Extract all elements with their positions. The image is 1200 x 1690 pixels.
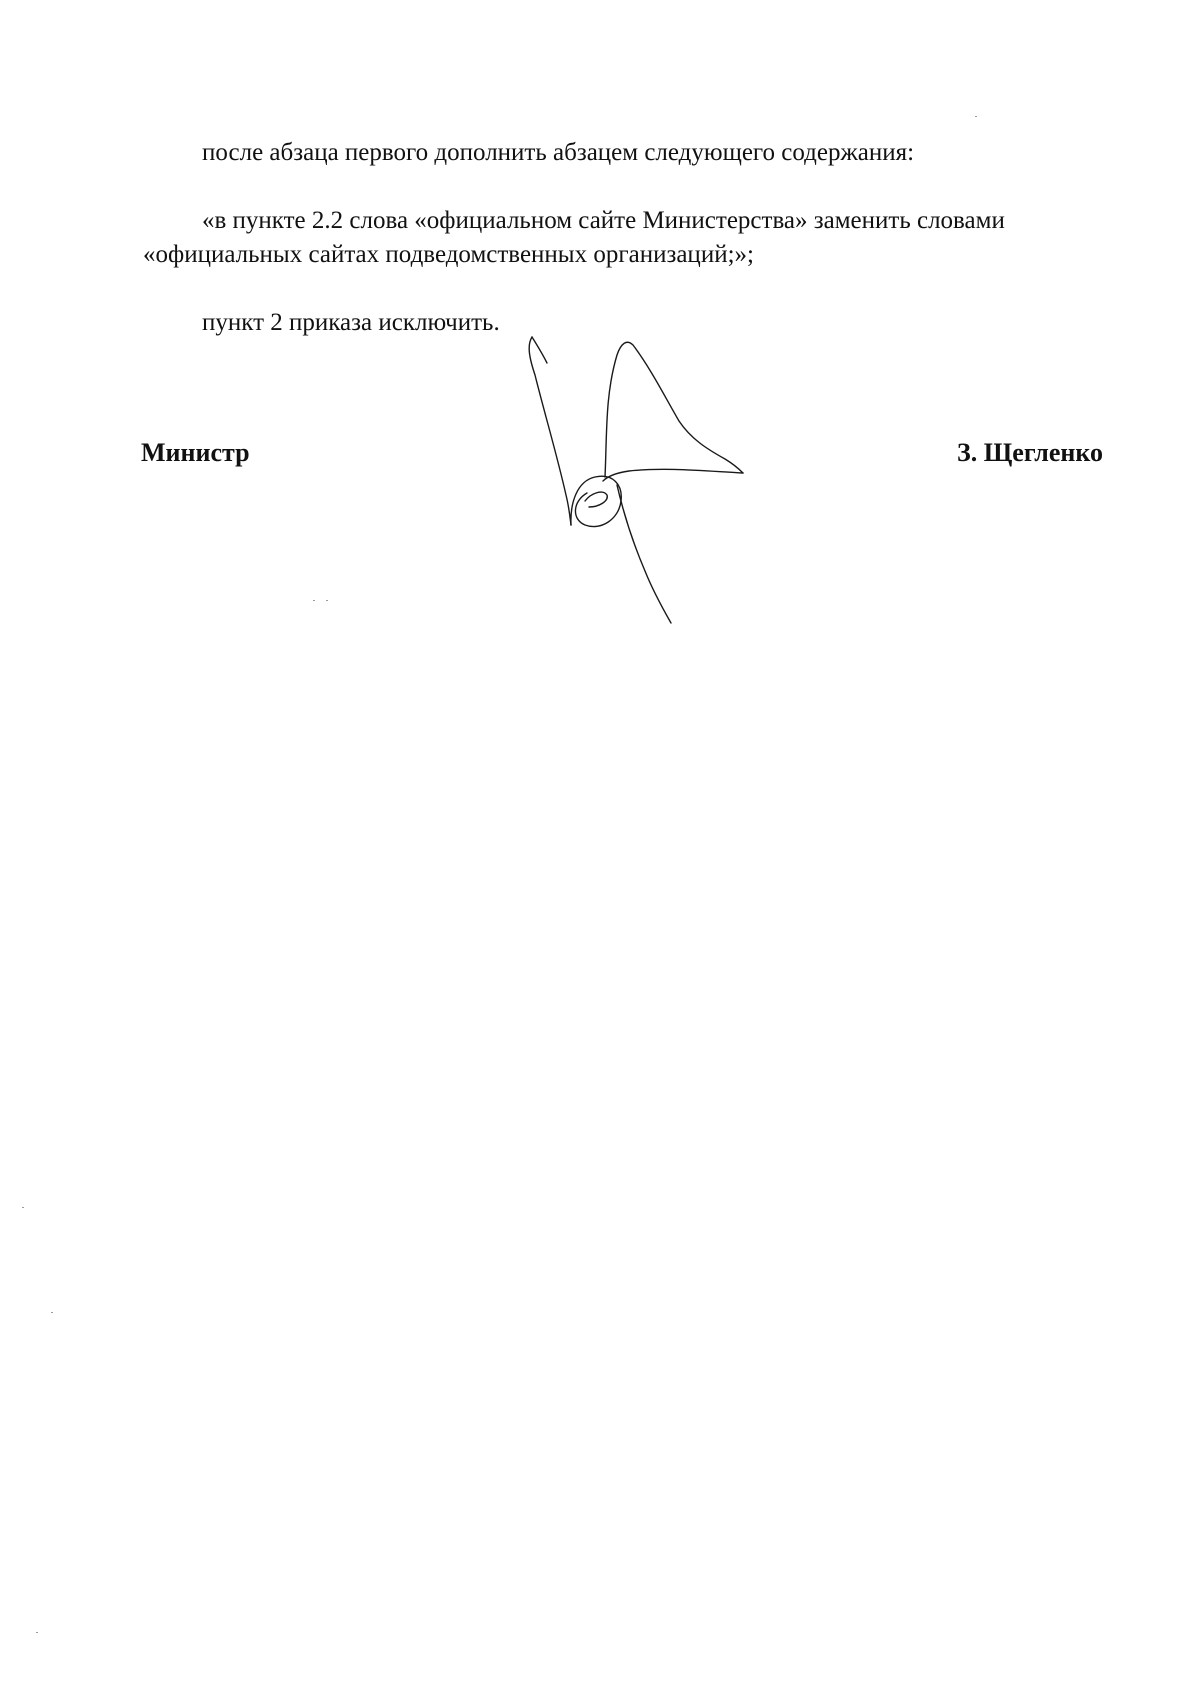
scan-speck [313,600,315,601]
paragraph-amendment-intro: после абзаца первого дополнить абзацем следующего содержания: [202,139,915,166]
paragraph-amendment-text-line-1: «в пункте 2.2 слова «официальном сайте Министерства» заменить словами [202,207,1005,234]
paragraph-exclude-clause: пункт 2 приказа исключить. [202,309,500,336]
handwritten-signature [515,335,775,625]
signatory-name: З. Щегленко [957,438,1104,467]
scan-speck [22,1207,24,1208]
scan-speck [975,116,977,117]
scan-speck [36,1632,38,1633]
scan-speck [51,1312,53,1313]
scan-speck [326,600,328,601]
paragraph-amendment-text-line-2: «официальных сайтах подведомственных организаций;»; [143,241,754,268]
signatory-title: Министр [141,438,250,467]
